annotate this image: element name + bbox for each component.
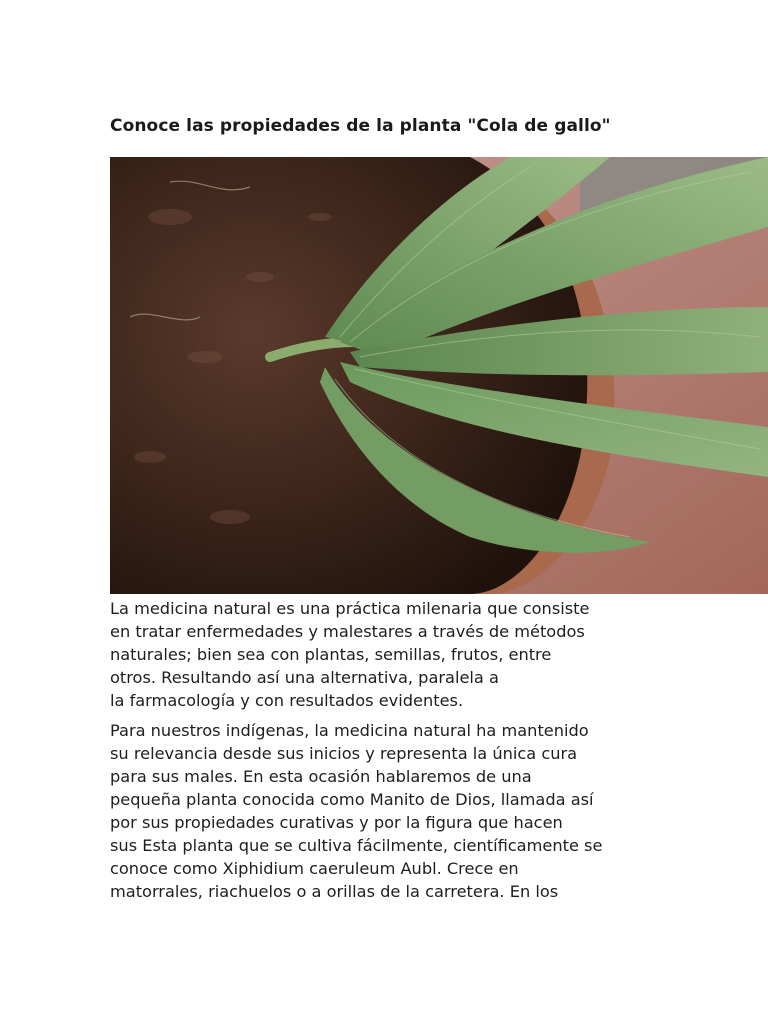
paragraph-line: matorrales, riachuelos o a orillas de la carretera. En los [110, 882, 559, 901]
paragraph-line: pequeña planta conocida como Manito de Dios, llamada así [110, 790, 594, 809]
paragraph-line: la farmacología y con resultados evidentes. [110, 691, 464, 710]
paragraph-line: en tratar enfermedades y malestares a través de métodos [110, 622, 585, 641]
plant-photo [110, 157, 768, 594]
paragraph-line: La medicina natural es una práctica milenaria que consiste [110, 599, 590, 618]
paragraph-line: por sus propiedades curativas y por la figura que hacen [110, 813, 563, 832]
paragraph-line: otros. Resultando así una alternativa, paralela a [110, 668, 499, 687]
paragraph-line: conoce como Xiphidium caeruleum Aubl. Crece en [110, 859, 519, 878]
paragraph-line: naturales; bien sea con plantas, semillas, frutos, entre [110, 645, 552, 664]
cola-de-gallo-plant-image [110, 157, 768, 594]
paragraph-line: sus Esta planta que se cultiva fácilmente, científicamente se [110, 836, 603, 855]
paragraph-line: para sus males. En esta ocasión hablaremos de una [110, 767, 532, 786]
paragraph-line: su relevancia desde sus inicios y representa la única cura [110, 744, 578, 763]
document-title: Conoce las propiedades de la planta "Cola de gallo" [110, 116, 611, 136]
paragraph-2 [110, 719, 670, 903]
paragraph-1 [110, 597, 670, 712]
paragraph-line: Para nuestros indígenas, la medicina natural ha mantenido [110, 721, 589, 740]
